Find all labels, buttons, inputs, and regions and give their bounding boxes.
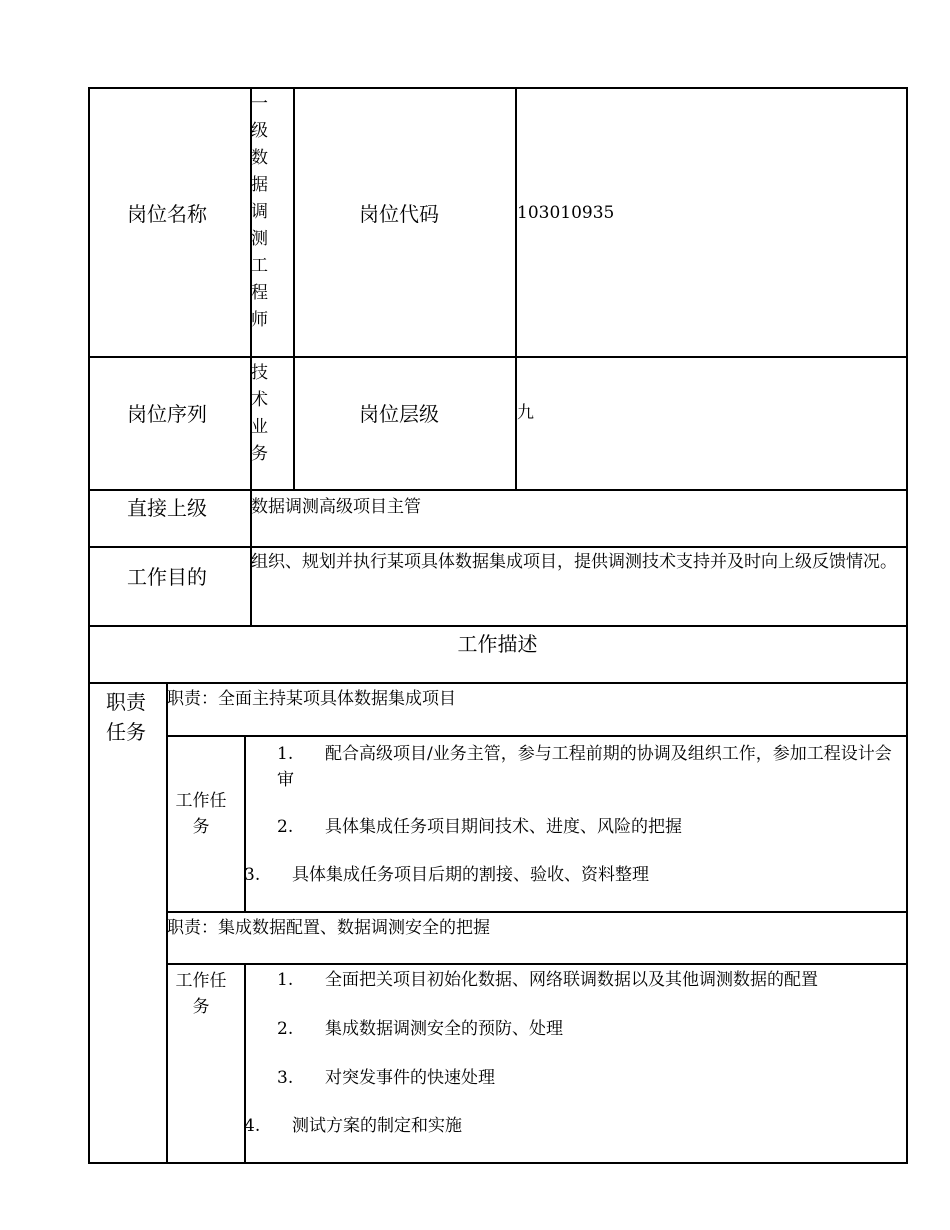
position-sequence-char: 技 [251, 363, 268, 383]
position-level-label: 岗位层级 [359, 402, 439, 426]
position-sequence-char: 术 [251, 390, 268, 410]
duty-1-task-3 [244, 864, 649, 886]
position-name-label: 岗位名称 [127, 202, 207, 226]
task-number: 3. [277, 1068, 294, 1088]
task-number: 4. [244, 1116, 261, 1136]
duty-1-task-1 [277, 741, 897, 793]
position-name-char: 师 [251, 310, 268, 330]
position-name-char: 据 [251, 175, 268, 195]
task-number: 3. [244, 865, 261, 885]
position-name-value [251, 91, 271, 334]
position-sequence-value [251, 360, 271, 468]
position-sequence-label: 岗位序列 [127, 402, 207, 426]
row-line [88, 682, 907, 684]
task-number: 2. [277, 817, 294, 837]
task-text: 具体集成任务项目期间技术、进度、风险的把握 [325, 817, 682, 837]
position-name-char: 程 [251, 283, 268, 303]
purpose-value: 组织、规划并执行某项具体数据集成项目，提供调测技术支持并及时向上级反馈情况。 [251, 552, 897, 572]
task-text: 对突发事件的快速处理 [325, 1068, 495, 1088]
position-level-value: 九 [517, 403, 534, 423]
duty-2-title: 职责：集成数据配置、数据调测安全的把握 [167, 918, 490, 938]
position-code-value: 103010935 [517, 203, 615, 223]
task-text: 全面把关项目初始化数据、网络联调数据以及其他调测数据的配置 [325, 970, 818, 990]
position-name-char: 数 [251, 148, 268, 168]
duty-1-task-label: 工作任务 [175, 791, 227, 837]
position-name-char: 工 [251, 256, 268, 276]
col-line [515, 87, 517, 490]
duty-2-task-3 [277, 1067, 495, 1089]
position-name-char: 一 [251, 94, 268, 114]
task-number: 1. [277, 744, 294, 764]
duty-2-task-4 [244, 1115, 462, 1137]
row-line [88, 489, 907, 491]
superior-label: 直接上级 [127, 496, 207, 520]
position-name-char: 测 [251, 229, 268, 249]
duty-2-task-label: 工作任务 [175, 971, 227, 1017]
row-line [166, 911, 907, 913]
row-line [166, 963, 907, 965]
superior-value: 数据调测高级项目主管 [251, 497, 421, 517]
row-line [88, 625, 907, 627]
duty-1-task-2 [277, 816, 682, 838]
task-number: 2. [277, 1019, 294, 1039]
table-border-top [88, 87, 907, 89]
purpose-label: 工作目的 [127, 565, 207, 589]
position-code-label: 岗位代码 [359, 202, 439, 226]
col-line [293, 87, 295, 490]
duty-2-task-2 [277, 1018, 563, 1040]
task-text: 测试方案的制定和实施 [292, 1116, 462, 1136]
task-text: 具体集成任务项目后期的割接、验收、资料整理 [292, 865, 649, 885]
position-sequence-char: 务 [251, 444, 268, 464]
row-line [166, 735, 907, 737]
table-border-bottom [88, 1162, 907, 1164]
task-number: 1. [277, 970, 294, 990]
position-sequence-char: 业 [251, 417, 268, 437]
duty-task-side-label: 职责任务 [106, 690, 146, 744]
task-text: 配合高级项目/业务主管，参与工程前期的协调及组织工作，参加工程设计会审 [277, 744, 892, 790]
row-line [88, 356, 907, 358]
position-name-char: 调 [251, 202, 268, 222]
work-description-title: 工作描述 [457, 632, 538, 656]
position-name-char: 级 [251, 121, 268, 141]
duty-1-title: 职责：全面主持某项具体数据集成项目 [167, 689, 456, 709]
task-text: 集成数据调测安全的预防、处理 [325, 1019, 563, 1039]
duty-2-task-1 [277, 969, 818, 991]
row-line [88, 546, 907, 548]
